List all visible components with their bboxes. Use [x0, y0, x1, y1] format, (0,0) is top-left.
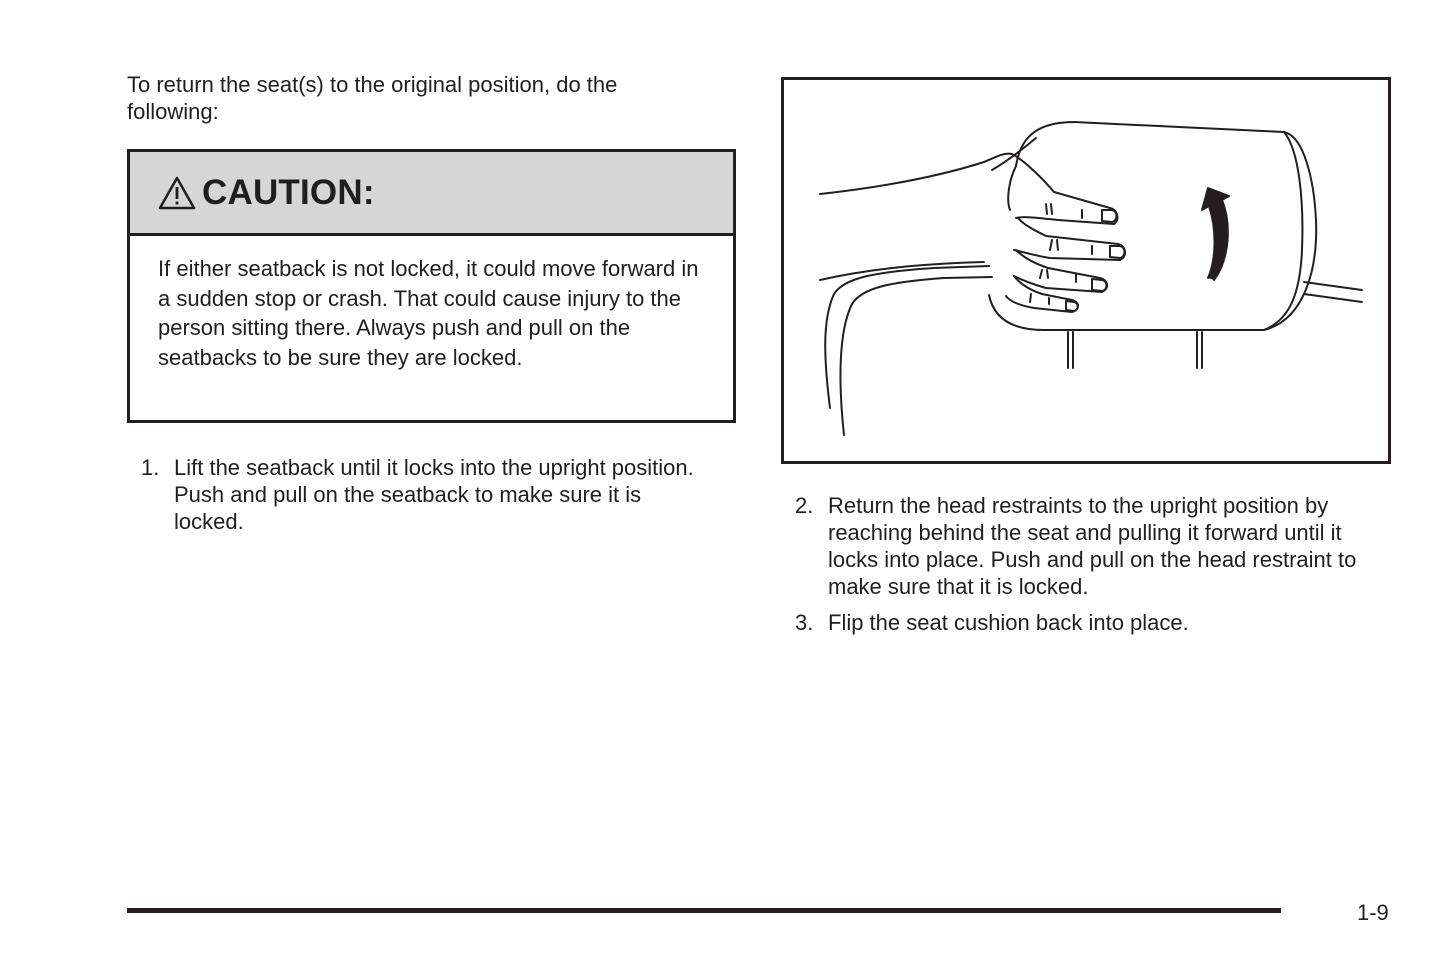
- step-number: 2.: [795, 493, 814, 518]
- warning-triangle-icon: [158, 176, 196, 210]
- step-text: Return the head restraints to the upright position by reaching behind the seat and pulling it forward until it locks into place. Push and pull on the head restraint to make sure that it is locked.: [828, 493, 1357, 599]
- step-number: 1.: [141, 455, 160, 480]
- caution-title: CAUTION:: [202, 172, 375, 212]
- seatback-outline: [825, 266, 989, 408]
- upward-arrow: [1202, 188, 1229, 280]
- caution-header: [130, 152, 733, 236]
- intro-paragraph: To return the seat(s) to the original position, do the following:: [127, 72, 618, 124]
- caution-body: If either seatback is not locked, it could move forward in a sudden stop or crash. That could cause injury to the person sitting there. Always push and pull on the seatbacks to be sure they are locked.: [158, 256, 699, 370]
- footer-rule: [127, 908, 1281, 913]
- arm: [820, 154, 1012, 194]
- caution-box: [127, 149, 736, 423]
- step-number: 3.: [795, 610, 814, 635]
- step-text: Flip the seat cushion back into place.: [828, 610, 1189, 635]
- step-text: Lift the seatback until it locks into the upright position. Push and pull on the seatback to make sure it is locked.: [174, 455, 694, 534]
- head-restraint-illustration: [781, 77, 1391, 464]
- page-number: 1-9: [1357, 900, 1389, 925]
- head-restraint-outline: [989, 122, 1316, 330]
